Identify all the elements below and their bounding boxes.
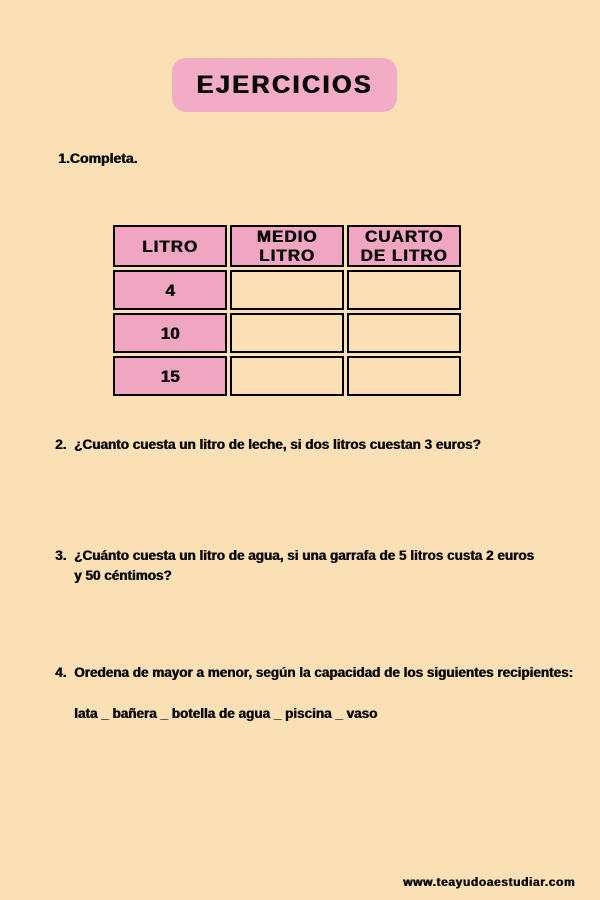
exercise3-number: 3. [55,548,67,563]
exercise4-items: lata _ bañera _ botella de agua _ piscina _ vaso [74,706,378,721]
exercise3-line1: ¿Cuánto cuesta un litro de agua, si una garrafa de 5 litros custa 2 euros [74,548,534,563]
answer-cell-medio-litro [230,313,344,353]
answer-cell-cuarto-de-litro [347,270,461,310]
exercise3-line2: y 50 céntimos? [74,568,172,583]
table-row [113,270,461,310]
answer-cell-cuarto-de-litro [347,313,461,353]
exercise2-text: ¿Cuanto cuesta un litro de leche, si dos litros cuestan 3 euros? [74,437,481,452]
litro-value-cell: 15 [113,356,227,396]
litro-value-cell: 4 [113,270,227,310]
table-row [113,356,461,396]
answer-cell-medio-litro [230,270,344,310]
website-url: www.teayudoaestudiar.com [403,875,575,889]
answer-cell-medio-litro [230,356,344,396]
exercise3-question [55,546,575,586]
column-header-cuarto-de-litro: CUARTO DE LITRO [347,225,461,267]
column-header-litro: LITRO [113,225,227,267]
exercise4-number: 4. [55,665,67,680]
exercise3-text [74,546,575,586]
table-header-row [113,225,461,267]
column-header-medio-litro: MEDIO LITRO [230,225,344,267]
exercise2-number: 2. [55,437,67,452]
exercise4-text: Oredena de mayor a menor, según la capacidad de los siguientes recipientes: [74,665,573,680]
answer-cell-cuarto-de-litro [347,356,461,396]
table-row [113,313,461,353]
exercise1-label: 1.Completa. [58,150,138,166]
page-title: EJERCICIOS [196,70,373,99]
litro-value-cell: 10 [113,313,227,353]
exercise4-question [55,663,575,683]
capacity-table [110,222,464,399]
title-banner [172,58,397,112]
exercise2-question [55,435,575,455]
